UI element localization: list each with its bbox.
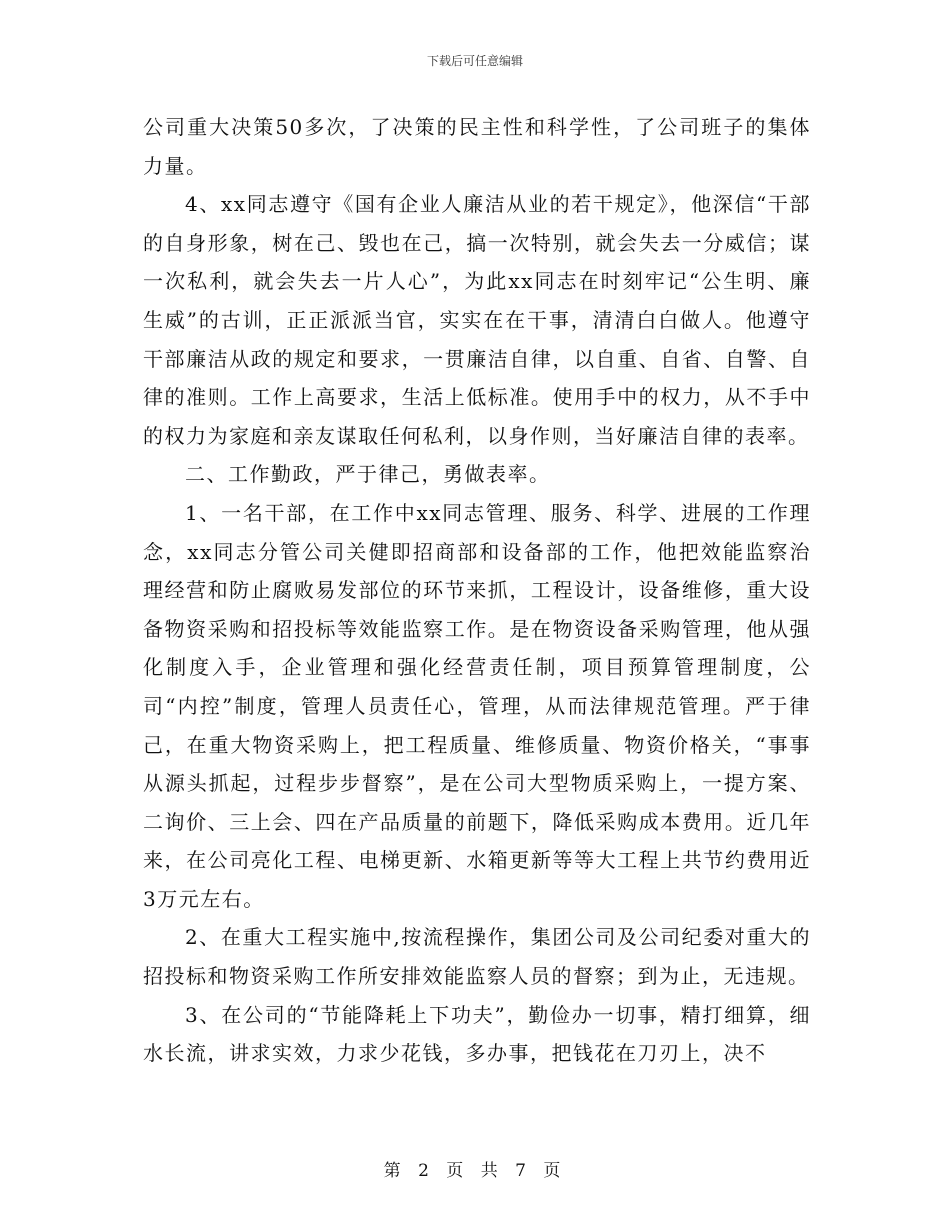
paragraph: 1、一名干部，在工作中xx同志管理、服务、科学、进展的工作理念，xx同志分管公司关健即招商部和设备部的工作，他把效能监察治理经营和防止腐败易发部位的环节来抓，工程设计，设备维修，重大设备物资采购和招投标等效能监察工作。是在物资设备采购管理，他从强化制度入手，企业管理和强化经营责任制，项目预算管理制度，公司“内控”制度，管理人员责任心，管理，从而法律规范管理。严于律己，在重大物资采购上，把工程质量、维修质量、物资价格关，“事事从源头抓起，过程步步督察”，是在公司大型物质采购上，一提方案、二询价、三上会、四在产品质量的前题下，降低采购成本费用。近几年来，在公司亮化工程、电梯更新、水箱更新等等大工程上共节约费用近3万元左右。 [143,500,811,911]
section-heading: 二、工作勤政，严于律己，勇做表率。 [185,462,551,487]
paragraph: 2、在重大工程实施中,按流程操作，集团公司及公司纪委对重大的招投标和物资采购工作所安排效能监察人员的督察；到为止，无违规。 [143,925,811,989]
paragraph: 公司重大决策50多次，了决策的民主性和科学性，了公司班子的集体力量。 [143,115,811,178]
page-number: 第 2 页 共 7 页 [383,1161,567,1181]
paragraph: 4、xx同志遵守《国有企业人廉洁从业的若干规定》，他深信“干部的自身形象，树在己、毁也在己，搞一次特别，就会失去一分威信；谋一次私利，就会失去一片人心”，为此xx同志在时刻牢记“公生明、廉生威”的古训，正正派派当官，实实在在干事，清清白白做人。他遵守干部廉洁从政的规定和要求，一贯廉洁自律，以自重、自省、自警、自律的准则。工作上高要求，生活上低标准。使用手中的权力，从不手中的权力为家庭和亲友谋取任何私利，以身作则，当好廉洁自律的表率。 [143,192,811,448]
document-body [143,108,811,1073]
page-header: 下载后可任意编辑 [426,54,523,68]
paragraph: 3、在公司的“节能降耗上下功夫”，勤俭办一切事，精打细算，细水长流，讲求实效，力求少花钱，多办事，把钱花在刀刃上，决不 [143,1002,811,1066]
